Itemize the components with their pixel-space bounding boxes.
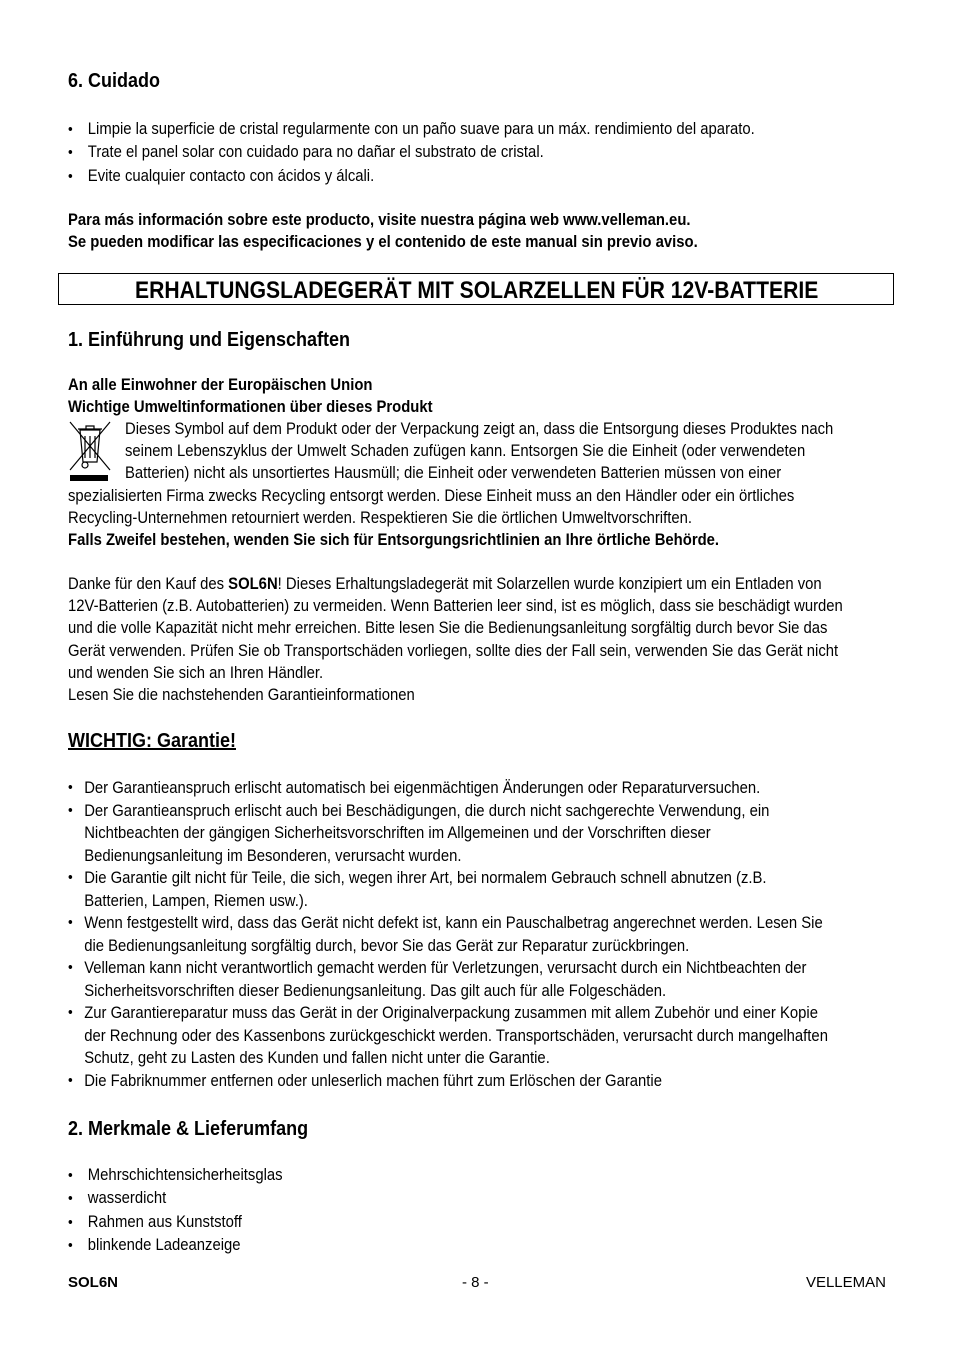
item-line: • Die Garantie gilt nicht für Teile, die sich, wegen ihrer Art, bei normalem Gebrauch schnell abnutzen (z.B. (84, 869, 767, 887)
item-line: Bedienungsanleitung im Besonderen, verursacht wurden. (84, 846, 462, 865)
weee-line: Recycling-Unternehmen retourniert werden. Respektieren Sie die örtlichen Umweltvorschriften. (68, 509, 692, 528)
model-name: SOL6N (228, 575, 278, 593)
thanks-post: ! Dieses Erhaltungsladegerät mit Solarzellen wurde konzipiert um ein Entladen von (277, 575, 822, 593)
item-line: • Wenn festgestellt wird, dass das Gerät nicht defekt ist, kann ein Pauschalbetrag angerechnet werden. Lesen Sie (84, 914, 823, 932)
warranty-heading: WICHTIG: Garantie! (68, 730, 237, 752)
list-item: • Evite cualquier contacto con ácidos y álcali. (68, 165, 755, 188)
thanks-first-line (68, 573, 843, 595)
features-list (68, 1164, 283, 1257)
list-item (68, 1070, 828, 1093)
item-line: • Zur Garantiereparatur muss das Gerät in der Originalverpackung zusammen mit allem Zubehör und einer Kopie (84, 1004, 818, 1022)
warranty-list (68, 777, 828, 1092)
weee-line: Dieses Symbol auf dem Produkt oder der Verpackung zeigt an, dass die Entsorgung dieses Produktes nach (125, 420, 834, 438)
list-item: • Mehrschichtensicherheitsglas (68, 1164, 283, 1187)
footer-brand: VELLEMAN (805, 1274, 886, 1291)
list-item (68, 1002, 828, 1070)
thanks-pre: Danke für den Kauf des (68, 575, 229, 593)
thanks-line: 12V-Batterien (z.B. Autobatterien) zu vermeiden. Wenn Batterien leer sind, ist es möglich, dass sie beschädigt wurden (68, 597, 843, 616)
item-line: • Der Garantieanspruch erlischt automatisch bei eigenmächtigen Änderungen oder Reparaturversuchen. (84, 779, 761, 797)
list-item: • blinkende Ladeanzeige (68, 1234, 283, 1257)
crossed-out-wheelie-bin-icon (68, 420, 112, 482)
item-line: • Velleman kann nicht verantwortlich gemacht werden für Verletzungen, verursacht durch ein Nichtbeachten der (84, 959, 807, 977)
section-heading-cuidado: 6. Cuidado (68, 70, 161, 92)
note-line: Se pueden modificar las especificaciones y el contenido de este manual sin previo aviso. (68, 233, 698, 252)
list-item (68, 867, 828, 912)
item-line: der Rechnung oder des Kassenbons zurückgeschickt werden. Transportschäden, verursacht durch mangelhaften (84, 1026, 828, 1045)
thanks-line: Gerät verwenden. Prüfen Sie ob Transportschäden vorliegen, sollte dies der Fall sein, verwenden Sie das Gerät nicht (68, 641, 839, 660)
list-item (68, 957, 828, 1002)
note-line: Para más información sobre este producto, visite nuestra página web www.velleman.eu. (68, 211, 691, 229)
list-item: • Limpie la superficie de cristal regularmente con un paño suave para un máx. rendimiento del aparato. (68, 118, 755, 141)
list-item (68, 777, 828, 800)
thanks-line: und wenden Sie sich an Ihren Händler. (68, 663, 324, 682)
weee-continued (68, 485, 794, 552)
thanks-line: und die volle Kapazität nicht mehr erreichen. Bitte lesen Sie die Bedienungsanleitung sorgfältig durch bevor Sie das (68, 619, 828, 638)
footer-model: SOL6N (68, 1274, 119, 1291)
weee-line: seinem Lebenszyklus der Umwelt Schaden zufügen kann. Entsorgen Sie die Einheit (oder verwendeten (125, 442, 806, 461)
weee-line: Batterien) nicht als unsortiertes Hausmüll; die Einheit oder verwendeten Batterien müssen von einer (125, 464, 782, 483)
list-item: • wasserdicht (68, 1187, 283, 1210)
page-number: - 8 - (462, 1274, 489, 1291)
care-note (68, 209, 698, 253)
item-line: die Bedienungsanleitung sorgfältig durch, bevor Sie das Gerät zur Reparatur zurückbringen. (84, 936, 690, 955)
item-line: Schutz, geht zu Lasten des Kunden und fallen nicht unter die Garantie. (84, 1049, 550, 1067)
item-line: Sicherheitsvorschriften dieser Bedienungsanleitung. Das gilt auch für alle Folgeschäden. (84, 981, 667, 1000)
weee-line: spezialisierten Firma zwecks Recycling entsorgt werden. Diese Einheit muss an den Händler oder ein örtliches (68, 487, 795, 505)
list-item: • Trate el panel solar con cuidado para no dañar el substrato de cristal. (68, 141, 755, 164)
thanks-line: Lesen Sie die nachstehenden Garantieinformationen (68, 686, 415, 705)
item-line: • Die Fabriknummer entfernen oder unleserlich machen führt zum Erlöschen der Garantie (84, 1071, 662, 1090)
doubt-line: Falls Zweifel bestehen, wenden Sie sich für Entsorgungsrichtlinien an Ihre örtliche Behörde. (68, 531, 720, 550)
section-heading-merkmale: 2. Merkmale & Lieferumfang (68, 1118, 309, 1140)
list-item: • Rahmen aus Kunststoff (68, 1211, 283, 1234)
list-item (68, 912, 828, 957)
eu-line: Wichtige Umweltinformationen über dieses Produkt (68, 398, 433, 417)
item-line: Batterien, Lampen, Riemen usw.). (84, 891, 308, 910)
list-item (68, 800, 828, 868)
weee-text (125, 418, 833, 485)
eu-notice (68, 374, 433, 418)
banner-title: ERHALTUNGSLADEGERÄT MIT SOLARZELLEN FÜR 12V-BATTERIE (135, 277, 819, 304)
section-banner (58, 273, 894, 305)
item-line: • Der Garantieanspruch erlischt auch bei Beschädigungen, die durch nicht sachgerechte Verwendung, ein (84, 801, 770, 820)
care-list (68, 118, 755, 188)
section-heading-einfuehrung: 1. Einführung und Eigenschaften (68, 329, 351, 351)
eu-line: An alle Einwohner der Europäischen Union (68, 376, 373, 394)
thanks-paragraph (68, 573, 843, 706)
item-line: Nichtbeachten der gängigen Sicherheitsvorschriften im Allgemeinen und der Vorschriften dieser (84, 824, 711, 842)
